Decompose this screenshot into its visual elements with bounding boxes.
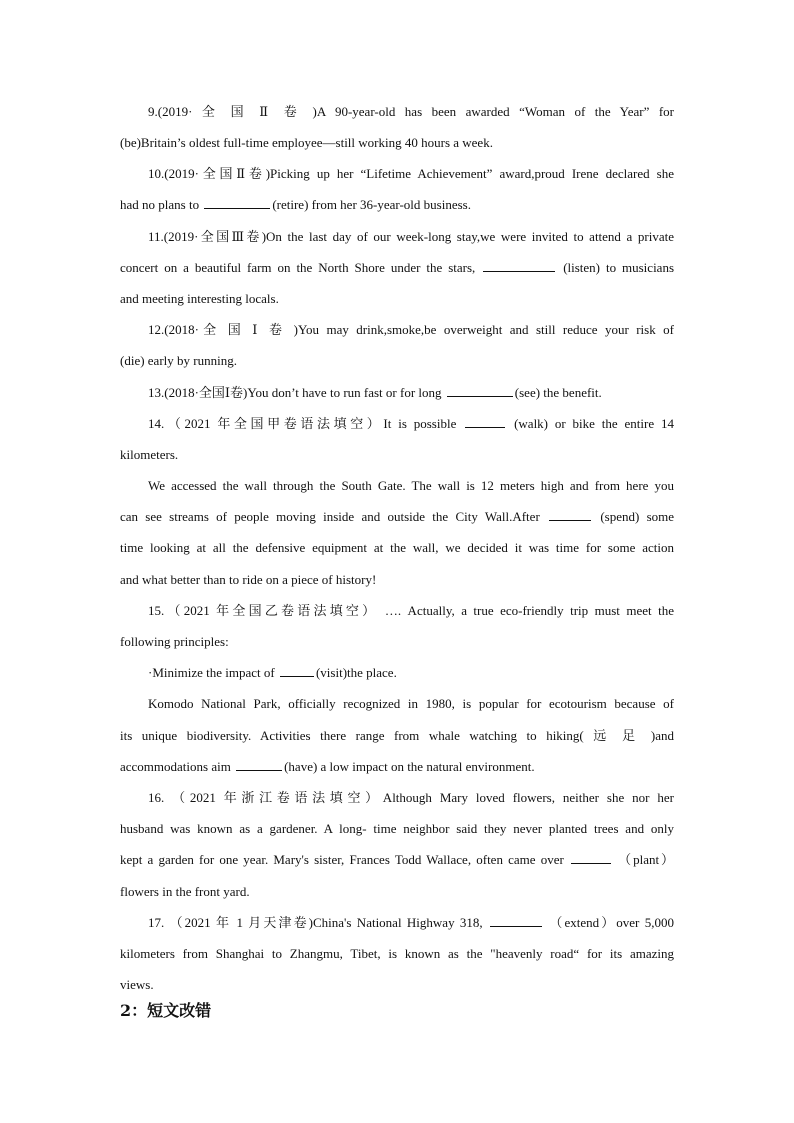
q15-passage-line-1: Komodo National Park, officially recognized in 1980, is popular for ecotourism because of xyxy=(148,696,674,711)
q14-text-before-blank: 14.（2021 年全国甲卷语法填空）It is possible xyxy=(148,416,457,431)
q17-line-2: kilometers from Shanghai to Zhangmu, Tibet, is known as the "heavenly road“ for its amazing xyxy=(120,946,674,961)
q15-line-3 xyxy=(148,663,674,683)
q16-line-3 xyxy=(120,850,674,870)
q15-line-1: 15.（2021 年全国乙卷语法填空） …. Actually, a true eco-friendly trip must meet the xyxy=(148,603,674,618)
q10-text-before-blank: had no plans to xyxy=(120,197,200,212)
q13-text-after-blank: (see) the benefit. xyxy=(514,385,602,400)
q12-line-2: (die) early by running. xyxy=(120,353,237,368)
q11-text-before-blank: concert on a beautiful farm on the North Shore under the stars, xyxy=(120,260,476,275)
q10-line-1: 10.(2019·全国Ⅱ卷)Picking up her “Lifetime Achievement” award,proud Irene declared she xyxy=(148,166,674,181)
q10-line-2 xyxy=(120,195,674,215)
q17-text-before-blank: 17. （2021 年 1 月天津卷)China's National Highway 318, xyxy=(148,915,483,930)
q11-text-after-blank: (listen) to musicians xyxy=(563,260,675,275)
q17-line-3: views. xyxy=(120,977,154,992)
q16-line-4: flowers in the front yard. xyxy=(120,884,250,899)
answer-blank[interactable] xyxy=(280,663,314,677)
q17-text-after-blank: （extend）over 5,000 xyxy=(549,915,674,930)
q16-line-1: 16. （2021 年浙江卷语法填空）Although Mary loved flowers, neither she nor her xyxy=(148,790,674,805)
answer-blank[interactable] xyxy=(447,383,513,397)
section-heading: 2：短文改错 xyxy=(120,1001,212,1020)
q9-line-2: (be)Britain’s oldest full-time employee—still working 40 hours a week. xyxy=(120,135,493,150)
q13-line-1 xyxy=(148,383,674,403)
q14-line-1 xyxy=(148,414,674,434)
answer-blank[interactable] xyxy=(483,258,555,272)
q16-text-after-blank: （plant） xyxy=(618,852,674,867)
answer-blank[interactable] xyxy=(490,913,542,927)
q15-passage-line-3 xyxy=(120,757,674,777)
q15-passage-before-blank: accommodations aim xyxy=(120,759,231,774)
q15-passage-line-2: its unique biodiversity. Activities there range from whale watching to hiking( 远 足 )and xyxy=(120,728,674,743)
answer-blank[interactable] xyxy=(571,850,611,864)
q14-passage-line-4: and what better than to ride on a piece of history! xyxy=(120,572,377,587)
answer-blank[interactable] xyxy=(204,195,270,209)
q15-passage-after-blank: (have) a low impact on the natural environment. xyxy=(284,759,535,774)
answer-blank[interactable] xyxy=(465,414,505,428)
q15-line-2: following principles: xyxy=(120,634,229,649)
q16-text-before-blank: kept a garden for one year. Mary's sister, Frances Todd Wallace, often came over xyxy=(120,852,564,867)
q11-line-2 xyxy=(120,258,674,278)
q14-passage-before-blank: can see streams of people moving inside and outside the City Wall.After xyxy=(120,509,540,524)
q10-text-after-blank: (retire) from her 36-year-old business. xyxy=(272,197,471,212)
q15-text-after-blank: (visit)the place. xyxy=(315,665,397,680)
q14-passage-after-blank: (spend) some xyxy=(600,509,675,524)
q15-text-before-blank: ·Minimize the impact of xyxy=(148,665,275,680)
q14-text-after-blank: (walk) or bike the entire 14 xyxy=(514,416,674,431)
q11-line-1: 11.(2019·全国Ⅲ卷)On the last day of our week-long stay,we were invited to attend a private xyxy=(148,229,674,244)
q16-line-2: husband was known as a gardener. A long- time neighbor said they never planted trees and only xyxy=(120,821,674,836)
q11-line-3: and meeting interesting locals. xyxy=(120,291,279,306)
q13-text-before-blank: 13.(2018·全国Ⅰ卷)You don’t have to run fast or for long xyxy=(148,385,442,400)
q12-line-1: 12.(2018·全 国 Ⅰ 卷 )You may drink,smoke,be overweight and still reduce your risk of xyxy=(148,322,674,337)
q17-line-1 xyxy=(148,913,674,933)
q9-line-1: 9.(2019· 全 国 Ⅱ 卷 )A 90-year-old has been awarded “Woman of the Year” for xyxy=(148,104,674,119)
q14-passage-line-1: We accessed the wall through the South Gate. The wall is 12 meters high and from here you xyxy=(148,478,674,493)
q14-passage-line-3: time looking at all the defensive equipment at the wall, we decided it was time for some action xyxy=(120,540,674,555)
answer-blank[interactable] xyxy=(549,507,591,521)
q14-passage-line-2 xyxy=(120,507,674,527)
answer-blank[interactable] xyxy=(236,757,282,771)
q14-line-2: kilometers. xyxy=(120,447,179,462)
